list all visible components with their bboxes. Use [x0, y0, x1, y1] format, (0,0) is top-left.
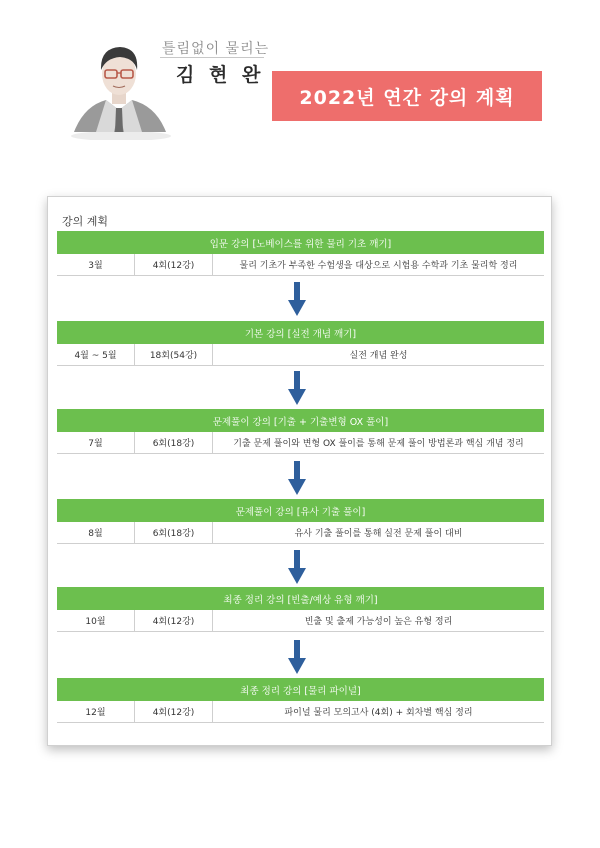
- section-row: [57, 522, 544, 544]
- section-heading: 기본 강의 [실전 개념 깨기]: [57, 321, 544, 344]
- section-month: 4월 ~ 5월: [57, 344, 135, 365]
- section-heading: 최종 정리 강의 [빈출/예상 유형 깨기]: [57, 587, 544, 610]
- section-heading: 입문 강의 [노베이스를 위한 물리 기초 깨기]: [57, 231, 544, 254]
- section-heading: 문제풀이 강의 [유사 기출 풀이]: [57, 499, 544, 522]
- section-description: 실전 개념 완성: [349, 351, 408, 361]
- section-row: [57, 701, 544, 723]
- lecture-section: [57, 678, 544, 723]
- instructor-portrait: [66, 36, 172, 140]
- instructor-name: 김 현 완: [176, 64, 265, 86]
- section-month: 3월: [57, 254, 135, 275]
- card-title: 강의 계획: [62, 215, 109, 228]
- lecture-section: [57, 409, 544, 454]
- arrow-down-icon: [288, 550, 306, 584]
- lecture-plan-card: [47, 196, 552, 746]
- section-month: 8월: [57, 522, 135, 543]
- page-header: [0, 0, 600, 170]
- name-divider: [160, 57, 264, 58]
- section-row: [57, 432, 544, 454]
- section-month: 10월: [57, 610, 135, 631]
- tagline: 틀림없이 물리는: [162, 41, 270, 57]
- section-description: 물리 기초가 부족한 수험생을 대상으로 시험용 수학과 기초 물리학 정리: [239, 261, 518, 271]
- lecture-section: [57, 499, 544, 544]
- lecture-section: [57, 231, 544, 276]
- section-count: 6회(18강): [135, 432, 213, 453]
- section-month: 12월: [57, 701, 135, 722]
- section-count: 4회(12강): [135, 254, 213, 275]
- arrow-down-icon: [288, 461, 306, 495]
- lecture-section: [57, 321, 544, 366]
- section-count: 18회(54강): [135, 344, 213, 365]
- section-heading: 최종 정리 강의 [물리 파이널]: [57, 678, 544, 701]
- section-row: [57, 254, 544, 276]
- lecture-section: [57, 587, 544, 632]
- section-description: 파이널 물리 모의고사 (4회) + 회차별 핵심 정리: [284, 708, 473, 718]
- section-count: 4회(12강): [135, 610, 213, 631]
- section-description: 유사 기출 풀이를 통해 실전 문제 풀이 대비: [294, 529, 463, 539]
- section-description: 빈출 및 출제 가능성이 높은 유형 정리: [304, 617, 453, 627]
- section-month: 7월: [57, 432, 135, 453]
- section-count: 4회(12강): [135, 701, 213, 722]
- arrow-down-icon: [288, 640, 306, 674]
- section-row: [57, 610, 544, 632]
- section-description: 기출 문제 풀이와 변형 OX 풀이를 통해 문제 풀이 방법론과 핵심 개념 정리: [233, 439, 524, 449]
- plan-title-banner: 2022년 연간 강의 계획: [272, 71, 542, 121]
- section-row: [57, 344, 544, 366]
- section-count: 6회(18강): [135, 522, 213, 543]
- arrow-down-icon: [288, 371, 306, 405]
- arrow-down-icon: [288, 282, 306, 316]
- section-heading: 문제풀이 강의 [기출 + 기출변형 OX 풀이]: [57, 409, 544, 432]
